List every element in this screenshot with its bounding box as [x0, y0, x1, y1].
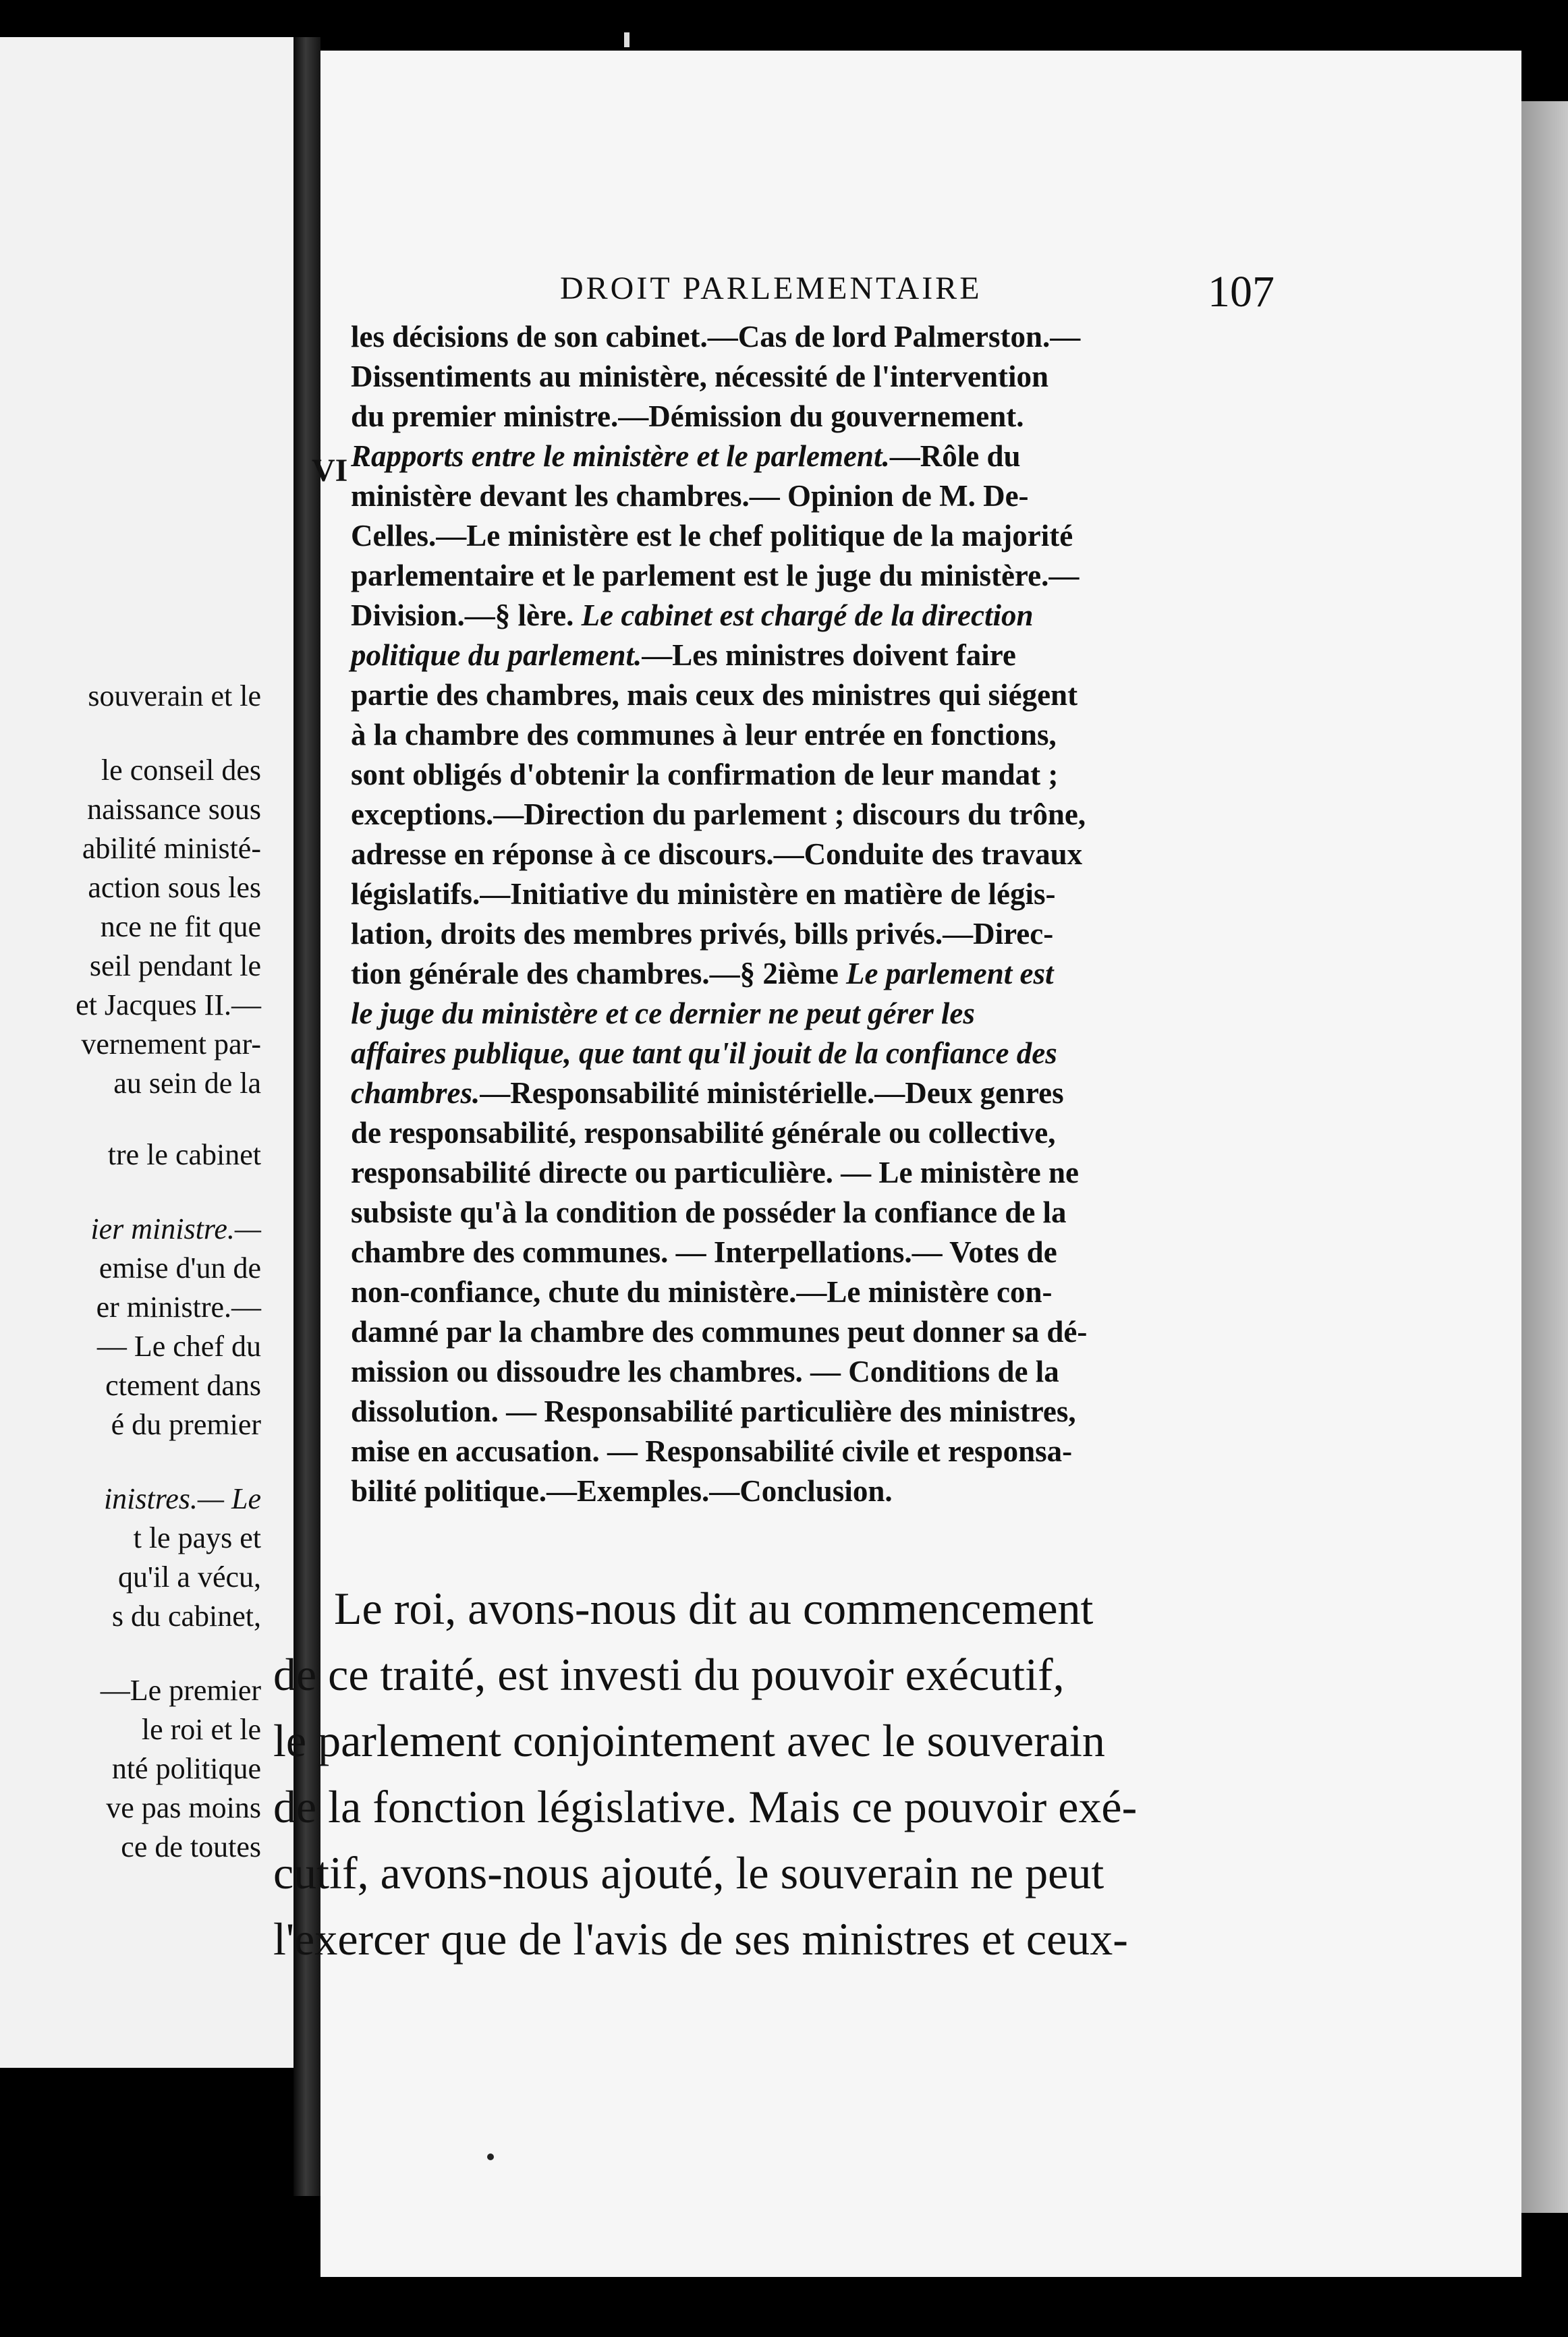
summary-text: Division.—§ lère. — [351, 598, 582, 632]
left-page-line: tre le cabinet — [107, 1138, 261, 1171]
left-page-line: qu'il a vécu, — [118, 1560, 261, 1594]
left-page-line: vernement par- — [81, 1027, 261, 1061]
summary-line — [351, 1471, 1275, 1511]
summary-line — [351, 795, 1275, 835]
summary-text: chambre des communes. — Interpellations.— Votes de — [351, 1235, 1057, 1269]
summary-text: damné par la chambre des communes peut donner sa dé- — [351, 1315, 1088, 1349]
summary-italic-text: politique du parlement. — [351, 638, 642, 672]
summary-line — [351, 397, 1275, 437]
left-page-line: ve pas moins — [106, 1791, 261, 1824]
summary-text: bilité politique.—Exemples.—Conclusion. — [351, 1474, 893, 1508]
summary-text: dissolution. — Responsabilité particulière des ministres, — [351, 1395, 1076, 1428]
left-page-line: — Le chef du — [96, 1330, 261, 1363]
summary-line — [351, 1312, 1275, 1352]
left-page-line: ce de toutes — [121, 1830, 261, 1863]
left-page-line: emise d'un de — [99, 1251, 261, 1285]
summary-text: tion générale des chambres.—§ 2ième — [351, 957, 847, 990]
left-page-line: le roi et le — [141, 1713, 261, 1746]
summary-line — [351, 556, 1275, 596]
section-number: VI — [312, 453, 348, 488]
summary-text: ministère devant les chambres.— Opinion de M. De- — [351, 479, 1029, 513]
summary-text: adresse en réponse à ce discours.—Conduite des travaux — [351, 837, 1083, 871]
summary-text: mission ou dissoudre les chambres. — Conditions de la — [351, 1355, 1059, 1388]
summary-line — [351, 317, 1275, 357]
summary-italic-text: Le cabinet est chargé de la direction — [581, 598, 1034, 632]
left-page-line: é du premier — [111, 1408, 261, 1441]
summary-text: partie des chambres, mais ceux des ministres qui siégent — [351, 678, 1078, 712]
body-line: l'exercer que de l'avis de ses ministres et ceux- — [273, 1913, 1128, 1965]
left-page-line: ctement dans — [105, 1369, 261, 1402]
summary-text: subsiste qu'à la condition de posséder la confiance de la — [351, 1195, 1067, 1229]
summary-line — [351, 1352, 1275, 1392]
print-speck — [487, 2153, 494, 2160]
summary-line — [351, 954, 1275, 994]
left-page-line: le conseil des — [101, 754, 261, 787]
summary-text: du premier ministre.—Démission du gouvernement. — [351, 399, 1024, 433]
body-line: Le roi, avons-nous dit au commencement — [334, 1583, 1094, 1634]
summary-text: lation, droits des membres privés, bills privés.—Direc- — [351, 917, 1054, 951]
summary-line — [351, 675, 1275, 715]
summary-text: parlementaire et le parlement est le juge du ministère.— — [351, 559, 1080, 592]
summary-line — [351, 994, 1275, 1034]
left-page-line: s du cabinet, — [111, 1600, 261, 1633]
left-page-line: souverain et le — [88, 679, 261, 712]
left-page-line: —Le premier — [100, 1674, 261, 1707]
summary-text: mise en accusation. — Responsabilité civile et responsa- — [351, 1434, 1073, 1468]
body-paragraph — [273, 1575, 1252, 1972]
body-line: cutif, avons-nous ajouté, le souverain ne peut — [273, 1847, 1104, 1898]
summary-line — [351, 1073, 1275, 1113]
page-number: 107 — [1208, 267, 1275, 316]
left-page-line: naissance sous — [87, 793, 261, 826]
summary-text: exceptions.—Direction du parlement ; discours du trône, — [351, 797, 1086, 831]
left-page-line: er ministre.— — [96, 1291, 261, 1324]
summary-text: responsabilité directe ou particulière. — Le ministère ne — [351, 1156, 1080, 1189]
summary-text: —Rôle du — [889, 439, 1021, 473]
running-head: DROIT PARLEMENTAIRE — [560, 271, 982, 306]
summary-text: les décisions de son cabinet.—Cas de lord Palmerston.— — [351, 320, 1081, 354]
summary-line — [351, 1193, 1275, 1233]
summary-line — [351, 1113, 1275, 1153]
summary-text: à la chambre des communes à leur entrée en fonctions, — [351, 718, 1057, 752]
summary-italic-text: Rapports entre le ministère et le parlement. — [351, 439, 890, 473]
left-page-line: ier ministre.— — [90, 1212, 261, 1245]
summary-line — [351, 476, 1275, 516]
page-edge-shadow — [1521, 101, 1568, 2213]
left-page-line: seil pendant le — [89, 949, 261, 982]
summary-text: législatifs.—Initiative du ministère en matière de légis- — [351, 877, 1056, 911]
summary-line — [351, 1392, 1275, 1432]
summary-text: —Responsabilité ministérielle.—Deux genres — [480, 1076, 1064, 1110]
summary-italic-text: le juge du ministère et ce dernier ne peut gérer les — [351, 996, 975, 1030]
summary-line — [351, 715, 1275, 755]
summary-line — [351, 636, 1275, 675]
summary-line — [351, 1432, 1275, 1471]
left-page-line: au sein de la — [113, 1067, 261, 1100]
body-line: le parlement conjointement avec le souverain — [273, 1715, 1105, 1766]
left-page-line: nce ne fit que — [100, 910, 261, 943]
summary-line — [351, 596, 1275, 636]
summary-line — [351, 755, 1275, 795]
summary-italic-text: Le parlement est — [846, 957, 1054, 990]
summary-line — [351, 1272, 1275, 1312]
summary-italic-text: chambres. — [351, 1076, 480, 1110]
summary-line — [351, 357, 1275, 397]
left-page-line: inistres.— Le — [103, 1482, 261, 1515]
summary-text: de responsabilité, responsabilité générale ou collective, — [351, 1116, 1056, 1150]
left-page-line: abilité ministé- — [82, 832, 261, 865]
left-page-line: et Jacques II.— — [76, 988, 261, 1021]
summary-text: —Les ministres doivent faire — [642, 638, 1016, 672]
left-facing-page — [0, 37, 293, 2068]
scan-mark — [624, 32, 629, 47]
summary-line — [351, 835, 1275, 874]
summary-italic-text: affaires publique, que tant qu'il jouit de la confiance des — [351, 1036, 1057, 1070]
summary-line — [351, 1034, 1275, 1073]
body-line: de ce traité, est investi du pouvoir exécutif, — [273, 1649, 1065, 1700]
summary-line — [351, 516, 1275, 556]
summary-line — [351, 1233, 1275, 1272]
summary-text: sont obligés d'obtenir la confirmation de leur mandat ; — [351, 758, 1059, 791]
summary-line — [351, 437, 1275, 476]
left-page-line: t le pays et — [133, 1521, 261, 1554]
chapter-summary — [351, 317, 1275, 1511]
summary-line — [351, 914, 1275, 954]
summary-line — [351, 874, 1275, 914]
summary-text: non-confiance, chute du ministère.—Le ministère con- — [351, 1275, 1053, 1309]
body-line: de la fonction législative. Mais ce pouvoir exé- — [273, 1781, 1138, 1832]
left-page-line: action sous les — [88, 871, 261, 904]
summary-text: Dissentiments au ministère, nécessité de l'intervention — [351, 360, 1049, 393]
left-page-line: nté politique — [111, 1752, 261, 1785]
summary-text: Celles.—Le ministère est le chef politique de la majorité — [351, 519, 1073, 553]
summary-line — [351, 1153, 1275, 1193]
